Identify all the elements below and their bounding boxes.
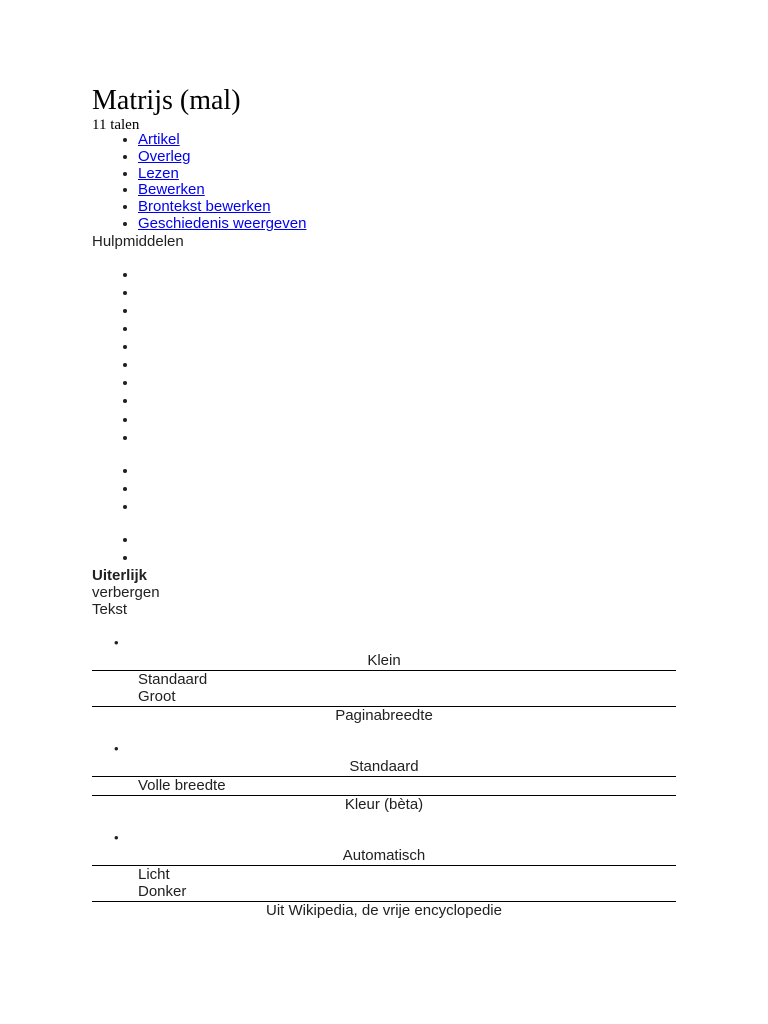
tab-talk-link[interactable]: Overleg bbox=[138, 147, 191, 165]
page-width-option-full[interactable]: Volle breedte bbox=[138, 777, 226, 795]
text-size-label: Tekst bbox=[92, 601, 128, 619]
color-bullet bbox=[92, 829, 676, 847]
color-option-auto[interactable]: Automatisch bbox=[342, 847, 426, 865]
page-width-option-standard[interactable]: Standaard bbox=[349, 758, 419, 776]
tab-edit-source-link[interactable]: Brontekst bewerken bbox=[138, 198, 271, 216]
list-item bbox=[138, 498, 676, 516]
site-tagline: Uit Wikipedia, de vrije encyclopedie bbox=[266, 902, 502, 920]
page-content bbox=[92, 84, 676, 919]
tools-menu-label[interactable]: Hulpmiddelen bbox=[92, 232, 184, 250]
list-item bbox=[138, 480, 676, 498]
tab-article bbox=[138, 132, 676, 149]
text-size-option-standard[interactable]: Standaard bbox=[138, 671, 208, 689]
list-item bbox=[138, 531, 676, 549]
appearance-heading: Uiterlijk bbox=[92, 567, 148, 585]
spacer bbox=[92, 724, 676, 740]
list-item bbox=[138, 302, 676, 320]
color-option-dark[interactable]: Donker bbox=[138, 883, 187, 901]
list-item bbox=[138, 462, 676, 480]
list-item bbox=[138, 549, 676, 567]
list-item bbox=[138, 338, 676, 356]
tab-edit-link[interactable]: Bewerken bbox=[138, 181, 205, 199]
tools-list-empty-2 bbox=[92, 462, 676, 516]
spacer bbox=[92, 250, 676, 266]
tab-article-link[interactable]: Artikel bbox=[138, 131, 180, 148]
spacer bbox=[92, 447, 676, 462]
tab-history-link[interactable]: Geschiedenis weergeven bbox=[138, 214, 307, 232]
color-label: Kleur (bèta) bbox=[344, 796, 424, 814]
tools-list-empty-3 bbox=[92, 531, 676, 567]
page-width-label: Paginabreedte bbox=[335, 707, 433, 725]
text-size-bullet bbox=[92, 634, 676, 652]
list-item bbox=[138, 356, 676, 374]
list-item bbox=[138, 266, 676, 284]
spacer bbox=[92, 516, 676, 531]
page-width-bullet bbox=[92, 740, 676, 758]
tab-talk bbox=[138, 149, 676, 166]
text-size-option-large[interactable]: Groot bbox=[138, 688, 176, 706]
page-tabs bbox=[92, 132, 676, 233]
list-item bbox=[138, 284, 676, 302]
list-item bbox=[138, 392, 676, 410]
tools-list-empty-1 bbox=[92, 266, 676, 447]
tab-read-link[interactable]: Lezen bbox=[138, 164, 179, 182]
spacer bbox=[92, 618, 676, 634]
list-item bbox=[138, 429, 676, 447]
text-size-option-small[interactable]: Klein bbox=[367, 652, 401, 670]
language-count-button[interactable]: 11 talen bbox=[92, 117, 140, 133]
list-item bbox=[138, 374, 676, 392]
tab-read bbox=[138, 166, 676, 183]
tab-history bbox=[138, 216, 676, 233]
tab-edit bbox=[138, 182, 676, 199]
tab-edit-source bbox=[138, 199, 676, 216]
color-option-light[interactable]: Licht bbox=[138, 866, 170, 884]
list-item bbox=[138, 320, 676, 338]
page-title: Matrijs (mal) bbox=[92, 85, 241, 116]
spacer bbox=[92, 813, 676, 829]
appearance-hide-button[interactable]: verbergen bbox=[92, 584, 160, 602]
list-item bbox=[138, 411, 676, 429]
